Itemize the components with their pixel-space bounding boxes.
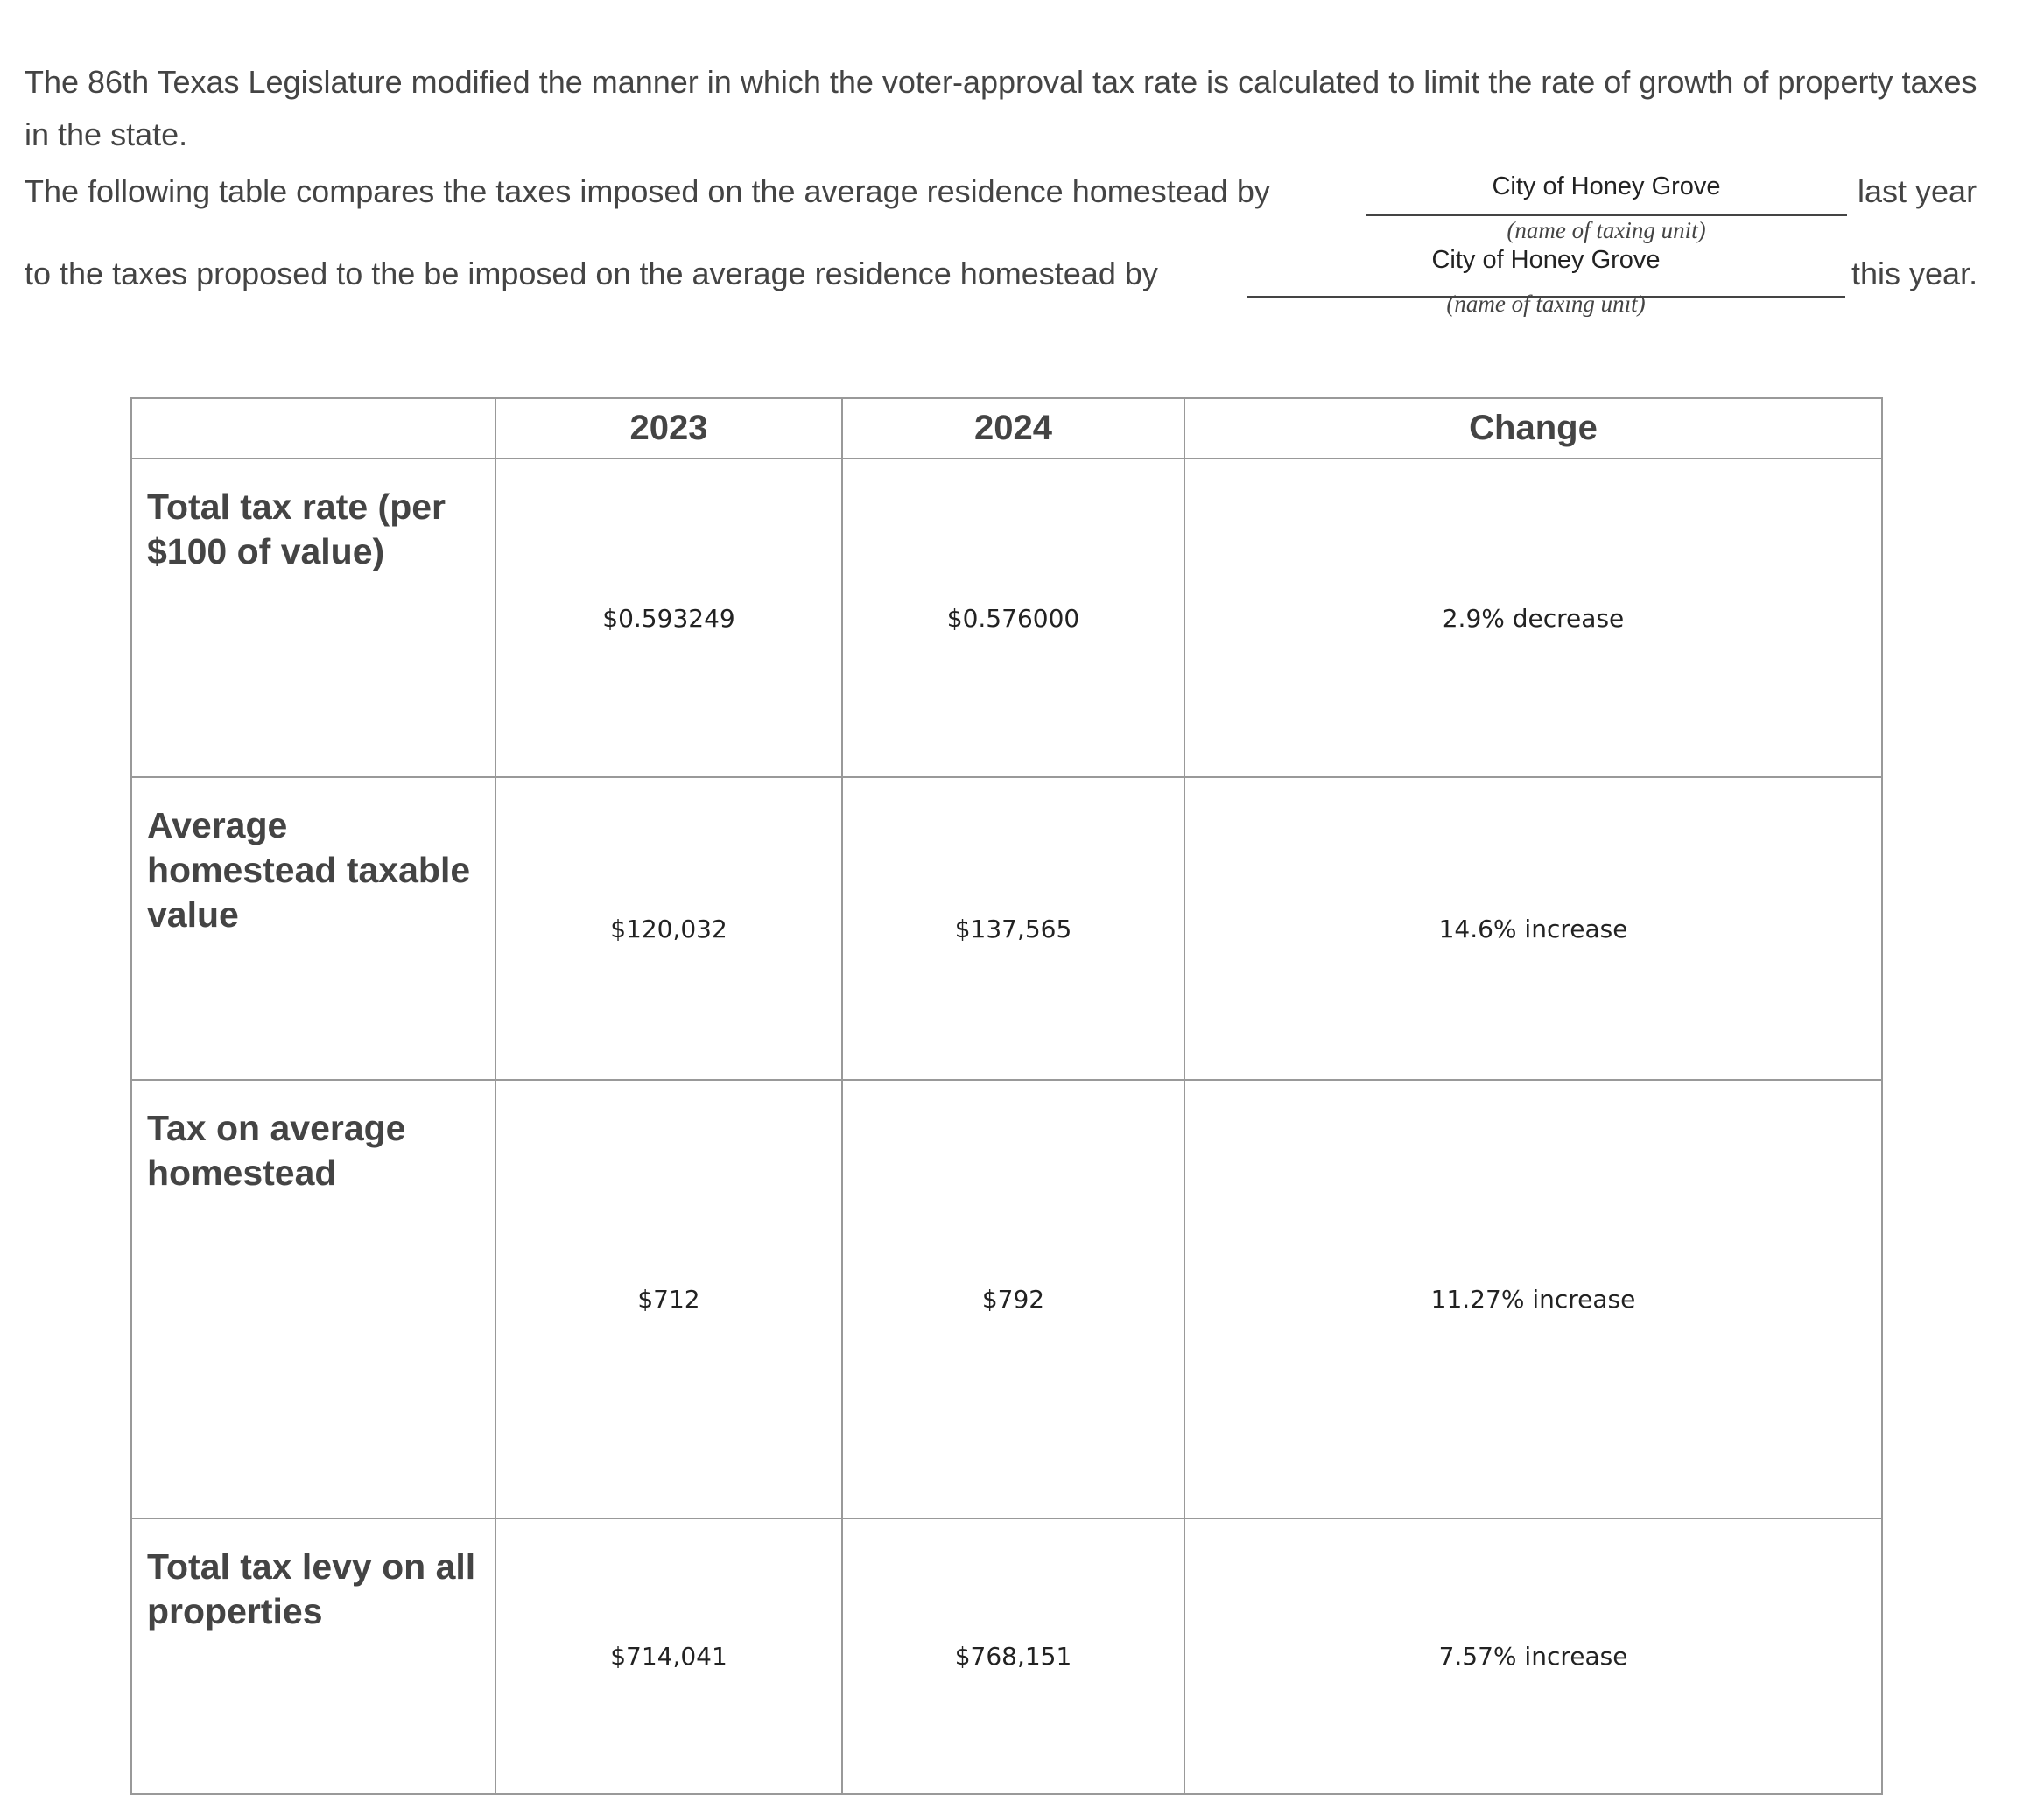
cell-change: 7.57% increase — [1184, 1518, 1882, 1794]
last-year-text: last year — [1858, 173, 1977, 209]
blank-line-last-year — [1366, 214, 1847, 216]
row-label-tax-on-average-homestead: Tax on average homestead — [131, 1080, 495, 1518]
row-label-average-homestead-value: Average homestead taxable value — [131, 777, 495, 1080]
table-row — [131, 1080, 1882, 1518]
cell-2023: $714,041 — [495, 1518, 842, 1794]
cell-2024: $137,565 — [842, 777, 1184, 1080]
tax-comparison-table — [130, 397, 1883, 1795]
table-row — [131, 1518, 1882, 1794]
taxing-unit-caption-this-year: (name of taxing unit) — [1446, 291, 1646, 317]
comparison-line-1: The following table compares the taxes imposed on the average residence homestead by — [25, 173, 1270, 209]
cell-2024: $792 — [842, 1080, 1184, 1518]
header-empty — [131, 398, 495, 459]
row-label-total-tax-levy: Total tax levy on all properties — [131, 1518, 495, 1794]
cell-2024: $0.576000 — [842, 459, 1184, 777]
this-year-text: this year. — [1851, 256, 1978, 291]
row-label-total-tax-rate: Total tax rate (per $100 of value) — [131, 459, 495, 777]
cell-2023: $0.593249 — [495, 459, 842, 777]
header-2024: 2024 — [842, 398, 1184, 459]
header-2023: 2023 — [495, 398, 842, 459]
cell-change: 11.27% increase — [1184, 1080, 1882, 1518]
table-row — [131, 459, 1882, 777]
table-header-row — [131, 398, 1882, 459]
cell-change: 2.9% decrease — [1184, 459, 1882, 777]
comparison-line-2: to the taxes proposed to the be imposed on the average residence homestead by — [25, 256, 1158, 291]
intro-paragraph: The 86th Texas Legislature modified the manner in which the voter-approval tax rate is calculated to limit the rate of growth of property taxes in the state. — [25, 64, 1977, 152]
cell-2023: $712 — [495, 1080, 842, 1518]
taxing-unit-name-last-year: City of Honey Grove — [1492, 172, 1721, 200]
header-change: Change — [1184, 398, 1882, 459]
taxing-unit-caption-last-year: (name of taxing unit) — [1507, 217, 1706, 243]
taxing-unit-name-this-year: City of Honey Grove — [1431, 246, 1661, 274]
table-row — [131, 777, 1882, 1080]
cell-change: 14.6% increase — [1184, 777, 1882, 1080]
cell-2024: $768,151 — [842, 1518, 1184, 1794]
cell-2023: $120,032 — [495, 777, 842, 1080]
